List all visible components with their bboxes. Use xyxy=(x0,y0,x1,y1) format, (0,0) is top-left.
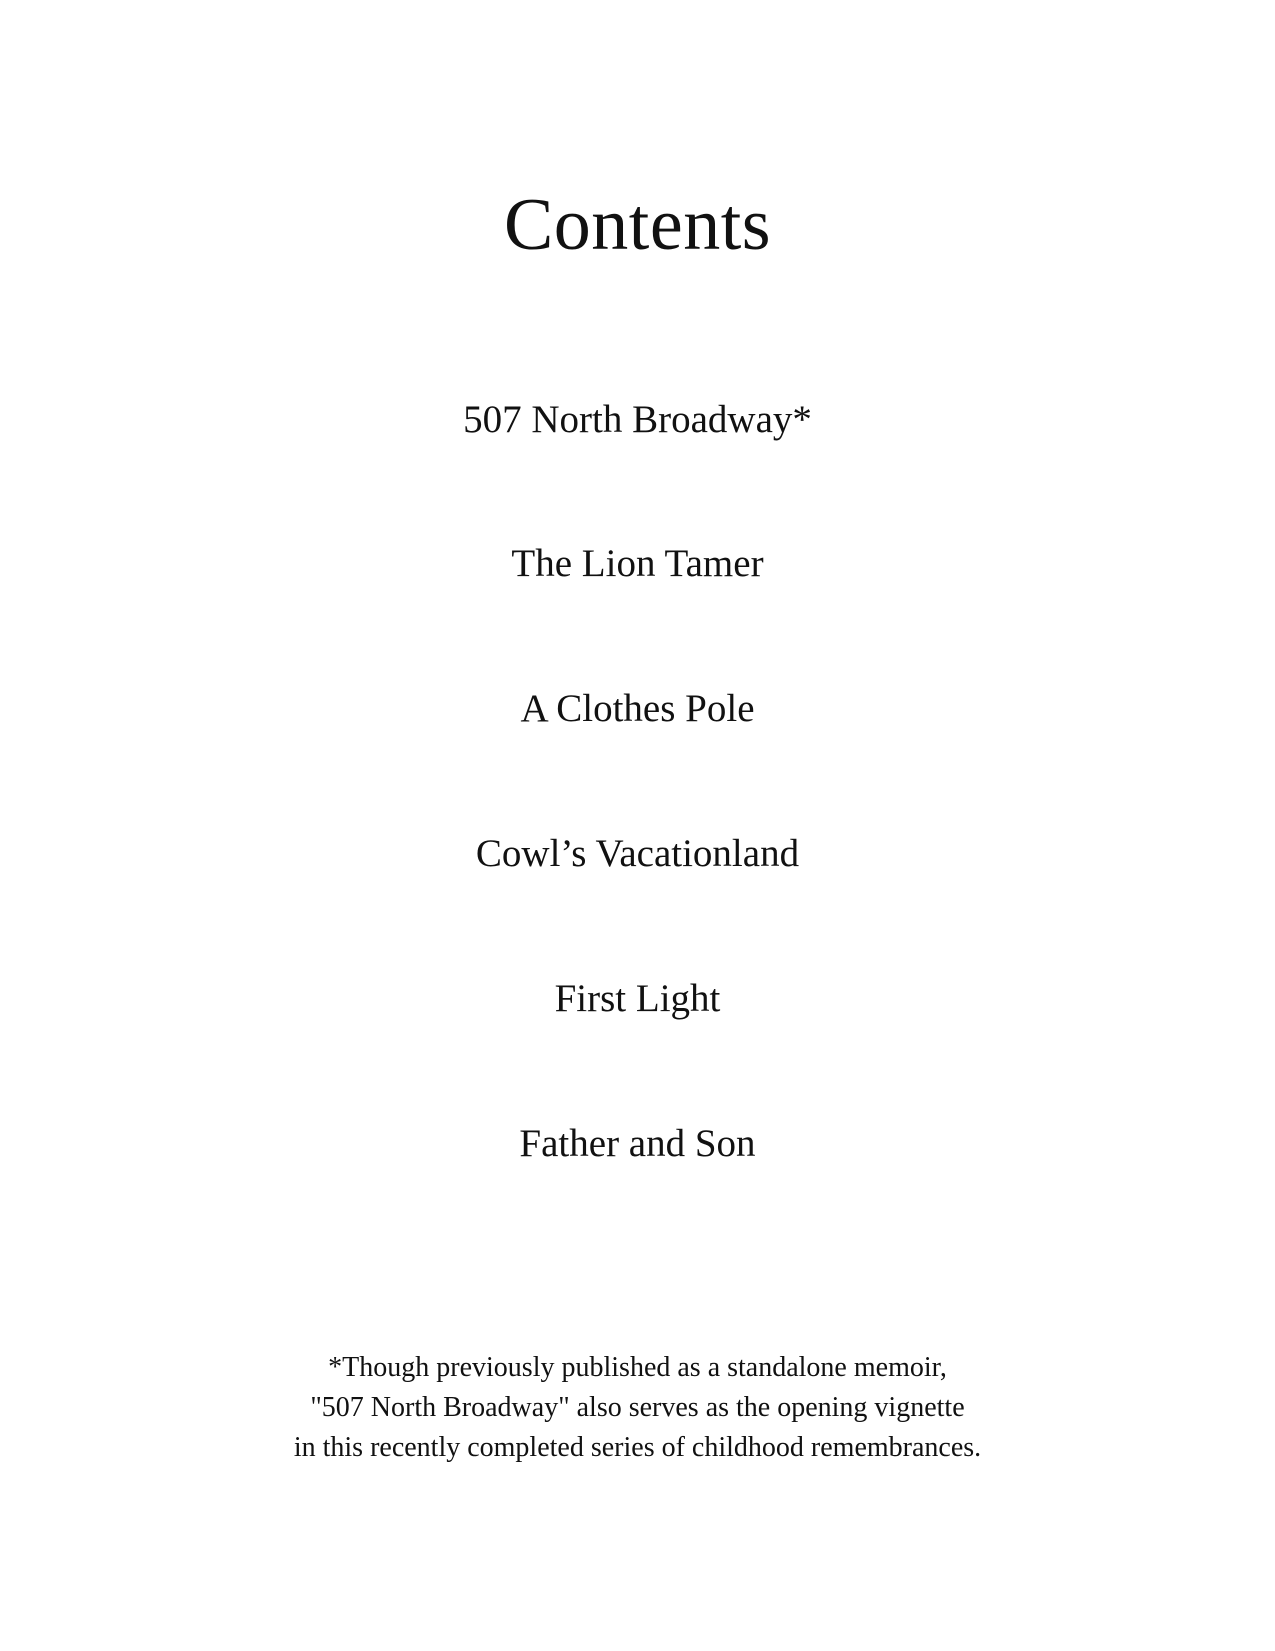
toc-item-507-north-broadway: 507 North Broadway* xyxy=(463,398,812,441)
toc-item-first-light: First Light xyxy=(554,977,721,1020)
page-title: Contents xyxy=(503,184,772,266)
toc-item-a-clothes-pole: A Clothes Pole xyxy=(520,687,755,730)
footnote-line-3: in this recently completed series of childhood remembrances. xyxy=(293,1432,982,1463)
toc-item-father-and-son: Father and Son xyxy=(519,1122,756,1165)
toc-item-cowls-vacationland: Cowl’s Vacationland xyxy=(475,832,800,875)
footnote-line-1: *Though previously published as a standalone memoir, xyxy=(328,1352,947,1383)
footnote-line-2: "507 North Broadway" also serves as the opening vignette xyxy=(310,1392,965,1423)
footnote xyxy=(0,1348,1275,1468)
toc-item-the-lion-tamer: The Lion Tamer xyxy=(511,542,764,585)
